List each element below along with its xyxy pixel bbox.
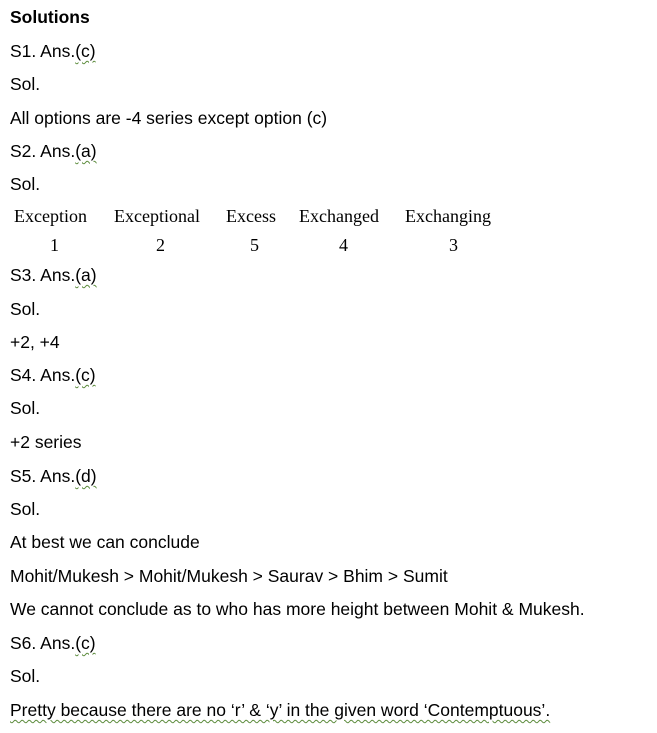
s2-word-1: Exception (14, 206, 87, 226)
s6-label: S6. Ans. (10, 633, 76, 653)
s6-answer-line (10, 632, 96, 654)
s2-ranks-row (10, 234, 510, 256)
s2-answer: (a) (75, 141, 97, 161)
s3-text: +2, +4 (10, 332, 60, 352)
s4-label: S4. Ans. (10, 365, 76, 385)
s1-text: All options are -4 series except option (c) (10, 108, 328, 128)
s1-answer: (c) (75, 41, 96, 61)
s1-label: S1. Ans. (10, 41, 76, 61)
s5-label: S5. Ans. (10, 466, 76, 486)
s3-answer: (a) (75, 265, 97, 285)
s2-rank-5: 3 (449, 235, 458, 255)
s6-answer: (c) (75, 633, 96, 653)
s4-sol: Sol. (10, 398, 41, 418)
s2-words-row (10, 205, 510, 227)
s2-label: S2. Ans. (10, 141, 76, 161)
s4-text: +2 series (10, 432, 82, 452)
s5-line-3: We cannot conclude as to who has more height between Mohit & Mukesh. (10, 599, 585, 619)
s1-answer-line (10, 40, 96, 62)
s2-sol: Sol. (10, 174, 41, 194)
solutions-heading: Solutions (10, 7, 90, 27)
s2-word-5: Exchanging (405, 206, 491, 226)
s3-answer-line (10, 264, 97, 286)
s4-answer: (c) (75, 365, 96, 385)
s2-rank-2: 2 (156, 235, 165, 255)
s5-answer: (d) (75, 466, 97, 486)
s6-sol: Sol. (10, 666, 41, 686)
s5-line-2: Mohit/Mukesh > Mohit/Mukesh > Saurav > Bhim > Sumit (10, 566, 448, 586)
s1-sol: Sol. (10, 74, 41, 94)
s2-word-3: Excess (226, 206, 276, 226)
s5-sol: Sol. (10, 499, 41, 519)
s2-rank-3: 5 (250, 235, 259, 255)
s3-label: S3. Ans. (10, 265, 76, 285)
s3-sol: Sol. (10, 299, 41, 319)
s5-answer-line (10, 465, 97, 487)
s6-text: Pretty because there are no ‘r’ & ‘y’ in the given word ‘Contemptuous’. (10, 700, 551, 720)
s2-word-2: Exceptional (114, 206, 200, 226)
s2-rank-1: 1 (50, 235, 59, 255)
s2-rank-4: 4 (339, 235, 348, 255)
s5-line-1: At best we can conclude (10, 532, 200, 552)
s4-answer-line (10, 364, 96, 386)
s2-word-4: Exchanged (299, 206, 379, 226)
s2-answer-line (10, 140, 97, 162)
